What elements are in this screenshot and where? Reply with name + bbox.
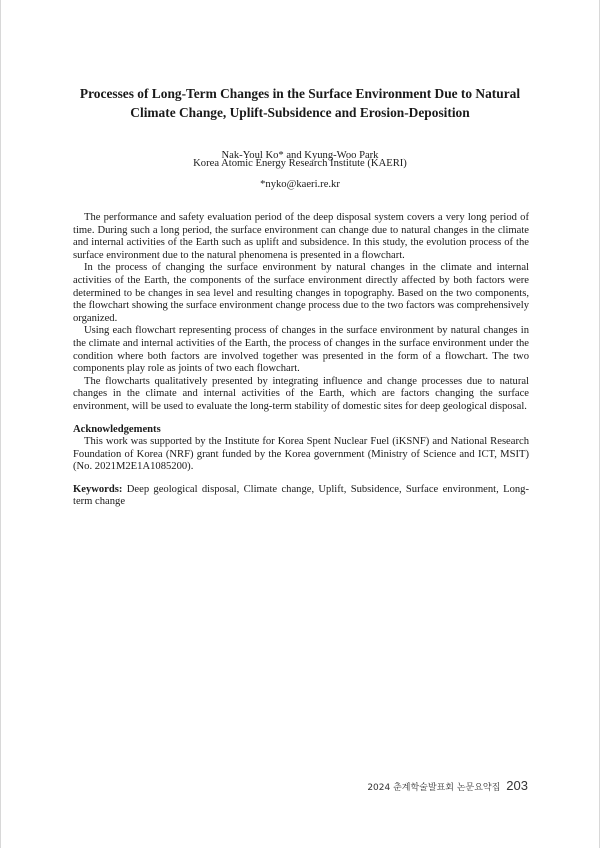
- acknowledgements-heading: Acknowledgements: [73, 423, 161, 435]
- keywords-label: Keywords:: [73, 483, 123, 495]
- paragraph-3: Using each flowchart representing process of changes in the surface environment by natural changes in the climate and internal activities of the Earth, the process of changes in the surface environment under the condition where both factors are involved together was presented in the form of a flowchart. The two components play role as joints of two each flowchart.: [73, 325, 529, 375]
- author-email: *nyko@kaeri.re.kr: [260, 179, 340, 190]
- proceedings-title: 2024 춘계학술발표회 논문요약집: [367, 783, 501, 793]
- title-line-1: Processes of Long-Term Changes in the Surface Environment Due to Natural: [79, 86, 521, 101]
- abstract-body: [73, 212, 529, 509]
- keywords: [73, 484, 529, 509]
- affiliation: Korea Atomic Energy Research Institute (KAERI): [193, 158, 407, 169]
- page-edge-left: [0, 0, 1, 848]
- paragraph-4: The flowcharts qualitatively presented by integrating influence and change processes due to natural changes in the climate and internal activities of the Earth, which are factors changing the surface environment, will be used to evaluate the long-term stability of domestic sites for deep geological disposal.: [73, 375, 529, 412]
- paragraph-2: In the process of changing the surface environment by natural changes in the climate and internal activities of the Earth, the components of the surface environment directly affected by both factors were determined to be changes in sea level and resulting changes in topography. Based on the two components, the flowchart showing the surface environment change process due to the two factors was comprehensively organized.: [73, 262, 529, 324]
- authors: Nak-Youl Ko* and Kyung-Woo Park: [221, 150, 379, 161]
- page-number: 203: [506, 778, 528, 793]
- page-footer: [367, 778, 528, 793]
- paper-title: [60, 84, 540, 122]
- paragraph-1: The performance and safety evaluation period of the deep disposal system covers a very long period of time. During such a long period, the surface environment can change due to natural changes in the climate and internal activities of the Earth such as uplift and subsidence. In this study, the evolution process of the surface environment due to the natural phenomena is presented in a flowchart.: [73, 212, 529, 261]
- acknowledgements-text: This work was supported by the Institute for Korea Spent Nuclear Fuel (iKSNF) and National Research Foundation of Korea (NRF) grant funded by the Korea government (Ministry of Science and ICT, MSIT) (No. 2021M2E1A1085200).: [73, 436, 529, 473]
- keywords-text: Deep geological disposal, Climate change, Uplift, Subsidence, Surface environment, Long-term change: [73, 483, 529, 508]
- title-line-2: Climate Change, Uplift-Subsidence and Erosion-Deposition: [130, 105, 470, 120]
